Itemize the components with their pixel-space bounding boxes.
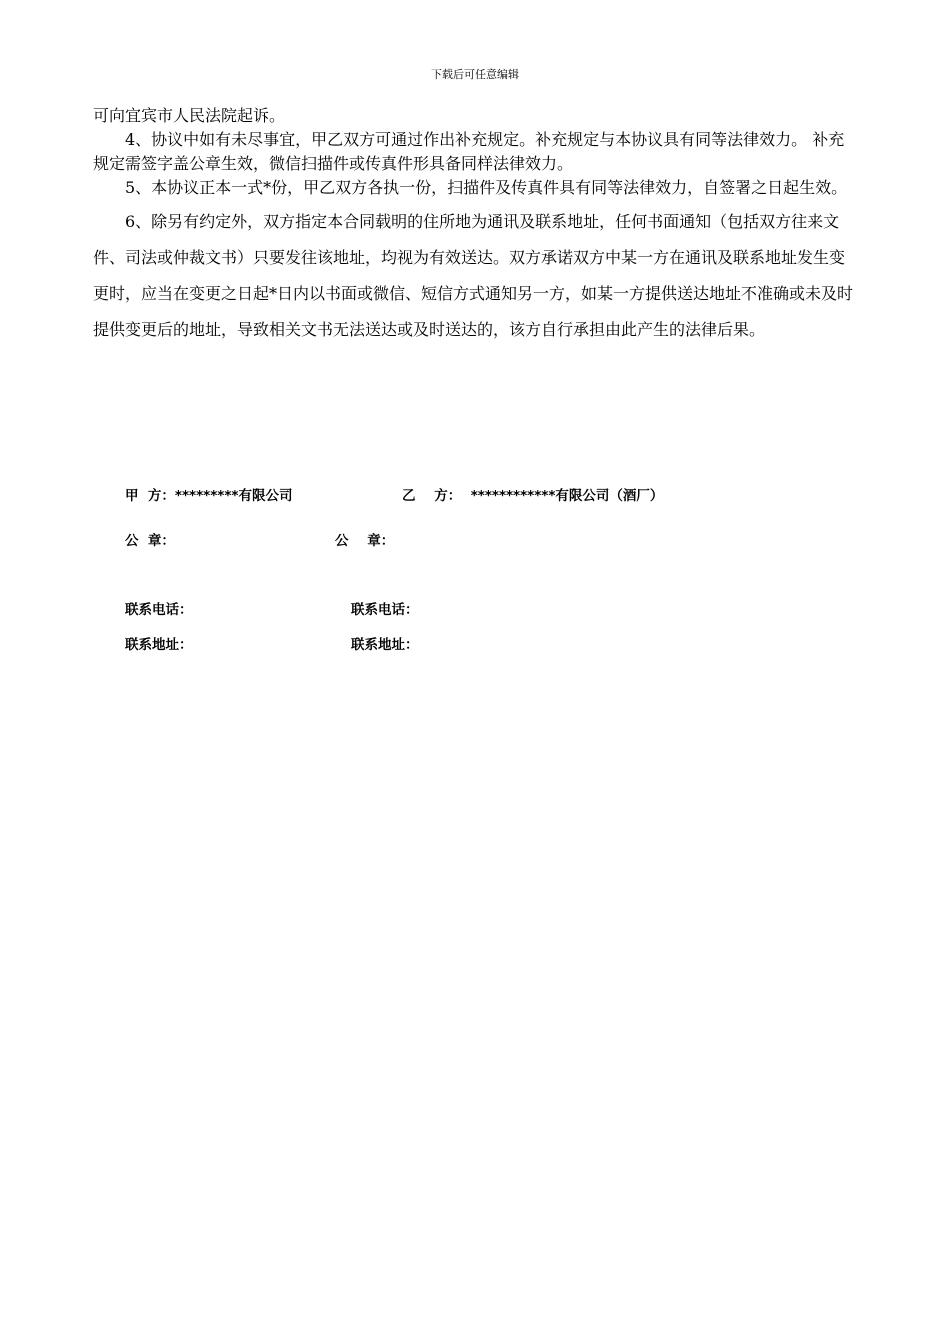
party-a-address: 联系地址： xyxy=(125,637,193,653)
page-header: 下载后可任意编辑 xyxy=(431,68,519,81)
party-b-seal: 公 章： xyxy=(335,533,395,549)
party-a-phone: 联系电话： xyxy=(125,602,193,618)
paragraph-court: 可向宜宾市人民法院起诉。 xyxy=(93,106,286,125)
party-b-name: 乙 方： ************有限公司（酒厂） xyxy=(402,488,664,504)
paragraph-4: 4、协议中如有未尽事宜，甲乙双方可通过作出补充规定。补充规定与本协议具有同等法律效力。 补充规定需签字盖公章生效，微信扫描件或传真件形具备同样法律效力。 xyxy=(93,130,845,173)
party-a-name: 甲 方：*********有限公司 xyxy=(125,488,293,504)
paragraph-5: 5、本协议正本一式*份，甲乙双方各执一份，扫描件及传真件具有同等法律效力，自签署之日起生效。 xyxy=(125,178,848,197)
contract-body xyxy=(93,104,860,348)
party-b-address: 联系地址： xyxy=(351,637,419,653)
party-a-seal: 公 章： xyxy=(125,533,175,549)
party-b-phone: 联系电话： xyxy=(351,602,419,618)
paragraph-6: 6、除另有约定外，双方指定本合同载明的住所地为通讯及联系地址，任何书面通知（包括双方往来文件、司法或仲裁文书）只要发往该地址，均视为有效送达。双方承诺双方中某一方在通讯及联系地址发生变更时，应当在变更之日起*日内以书面或微信、短信方式通知另一方，如某一方提供送达地址不准确或未及时提供变更后的地址，导致相关文书无法送达或及时送达的，该方自行承担由此产生的法律后果。 xyxy=(93,212,854,339)
